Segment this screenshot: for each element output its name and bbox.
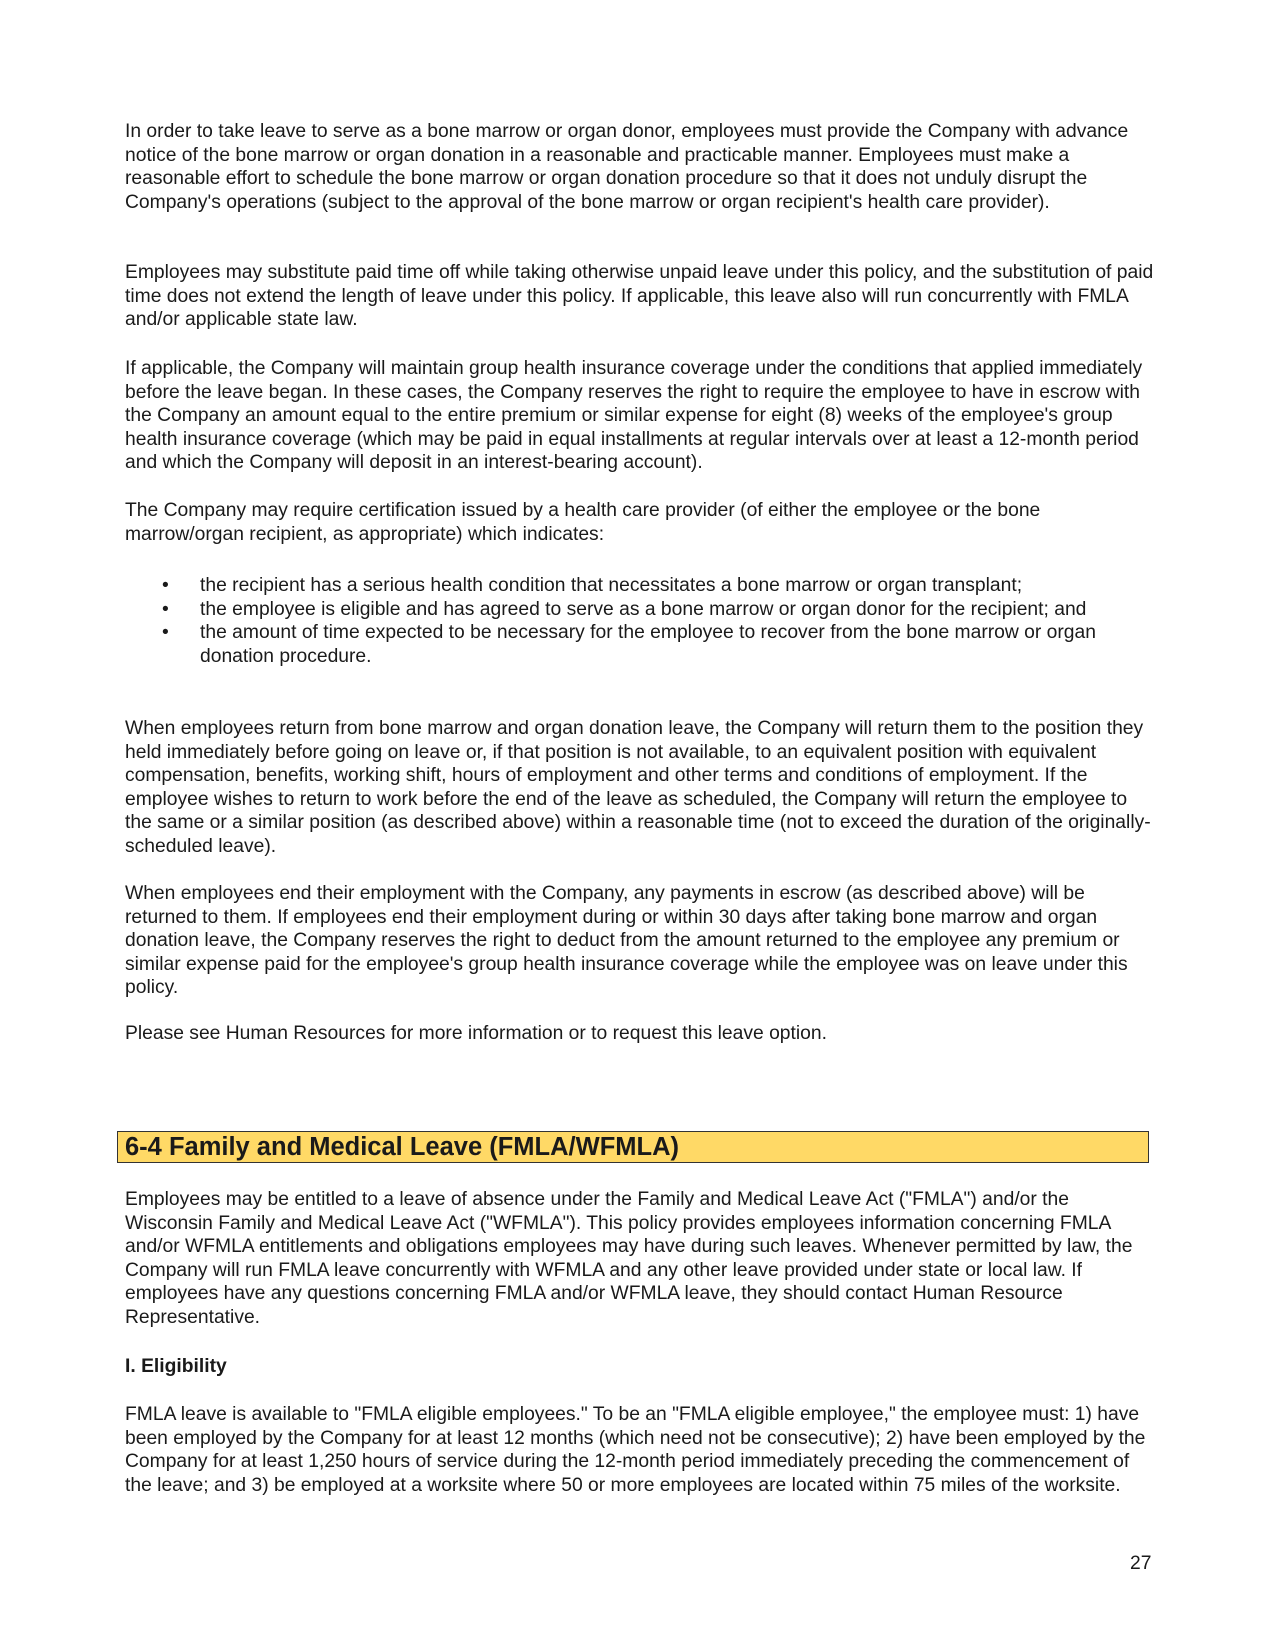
paragraph-donor-notice: In order to take leave to serve as a bone marrow or organ donor, employees must provide the Company with advance notice of the bone marrow or organ donation in a reasonable and practicable manner. Employees must make a reasonable effort to schedule the bone marrow or organ donation procedure so that it does not unduly disrupt the Company's operations (subject to the approval of the bone marrow or organ recipient's health care provider). bbox=[125, 121, 1129, 213]
bullet-icon: • bbox=[162, 622, 169, 644]
paragraph-paid-time-off: Employees may substitute paid time off while taking otherwise unpaid leave under this policy, and the substitution of paid time does not extend the length of leave under this policy. If applicable, this leave also will run concurrently with FMLA and/or applicable state law. bbox=[125, 262, 1154, 331]
bullet-icon: • bbox=[162, 598, 169, 620]
list-item-text: the amount of time expected to be necessary for the employee to recover from the bone marrow or organ donation procedure. bbox=[200, 622, 1096, 667]
section-heading: 6-4 Family and Medical Leave (FMLA/WFMLA) bbox=[125, 1133, 679, 1161]
list-item-text: the employee is eligible and has agreed to serve as a bone marrow or organ donor for the recipient; and bbox=[200, 598, 1087, 620]
list-item-text: the recipient has a serious health condition that necessitates a bone marrow or organ transplant; bbox=[200, 575, 1023, 596]
paragraph-human-resources: Please see Human Resources for more information or to request this leave option. bbox=[125, 1023, 827, 1044]
paragraph-eligibility: FMLA leave is available to "FMLA eligible employees." To be an "FMLA eligible employee," the employee must: 1) have been employed by the Company for at least 12 months (which need not be consecutive); 2) have been employed by the Company for at least 1,250 hours of service during the 12-month period immediately preceding the commencement of the leave; and 3) be employed at a worksite where 50 or more employees are located within 75 miles of the worksite. bbox=[125, 1404, 1146, 1496]
eligibility-subheading: I. Eligibility bbox=[125, 1356, 227, 1377]
list-item bbox=[125, 598, 1155, 622]
list-item bbox=[125, 574, 1155, 598]
paragraph-return-from-leave: When employees return from bone marrow and organ donation leave, the Company will return them to the position they held immediately before going on leave or, if that position is not available, to an equivalent position with equivalent compensation, benefits, working shift, hours of employment and other terms and conditions of employment. If the employee wishes to return to work before the end of the leave as scheduled, the Company will return the employee to the same or a similar position (as described above) within a reasonable time (not to exceed the duration of the originally-scheduled leave). bbox=[125, 718, 1151, 857]
paragraph-escrow-return: When employees end their employment with the Company, any payments in escrow (as described above) will be returned to them. If employees end their employment during or within 30 days after taking bone marrow and organ donation leave, the Company reserves the right to deduct from the amount returned to the employee any premium or similar expense paid for the employee's group health insurance coverage while the employee was on leave under this policy. bbox=[125, 883, 1128, 999]
certification-bullet-list bbox=[125, 574, 1155, 668]
paragraph-certification: The Company may require certification issued by a health care provider (of either the employee or the bone marrow/organ recipient, as appropriate) which indicates: bbox=[125, 500, 1041, 545]
list-item bbox=[125, 621, 1155, 668]
paragraph-health-insurance: If applicable, the Company will maintain group health insurance coverage under the conditions that applied immediately before the leave began. In these cases, the Company reserves the right to require the employee to have in escrow with the Company an amount equal to the entire premium or similar expense for eight (8) weeks of the employee's group health insurance coverage (which may be paid in equal installments at regular intervals over at least a 12-month period and which the Company will deposit in an interest-bearing account). bbox=[125, 358, 1143, 474]
page-number: 27 bbox=[1130, 1553, 1152, 1574]
paragraph-fmla-intro: Employees may be entitled to a leave of absence under the Family and Medical Leave Act ("FMLA") and/or the Wisconsin Family and Medical Leave Act ("WFMLA"). This policy provides employees information concerning FMLA and/or WFMLA entitlements and obligations employees may have during such leaves. Whenever permitted by law, the Company will run FMLA leave concurrently with WFMLA and any other leave provided under state or local law. If employees have any questions concerning FMLA and/or WFMLA leave, they should contact Human Resource Representative. bbox=[125, 1189, 1133, 1328]
section-heading-bar bbox=[117, 1131, 1149, 1163]
bullet-icon: • bbox=[162, 575, 169, 596]
